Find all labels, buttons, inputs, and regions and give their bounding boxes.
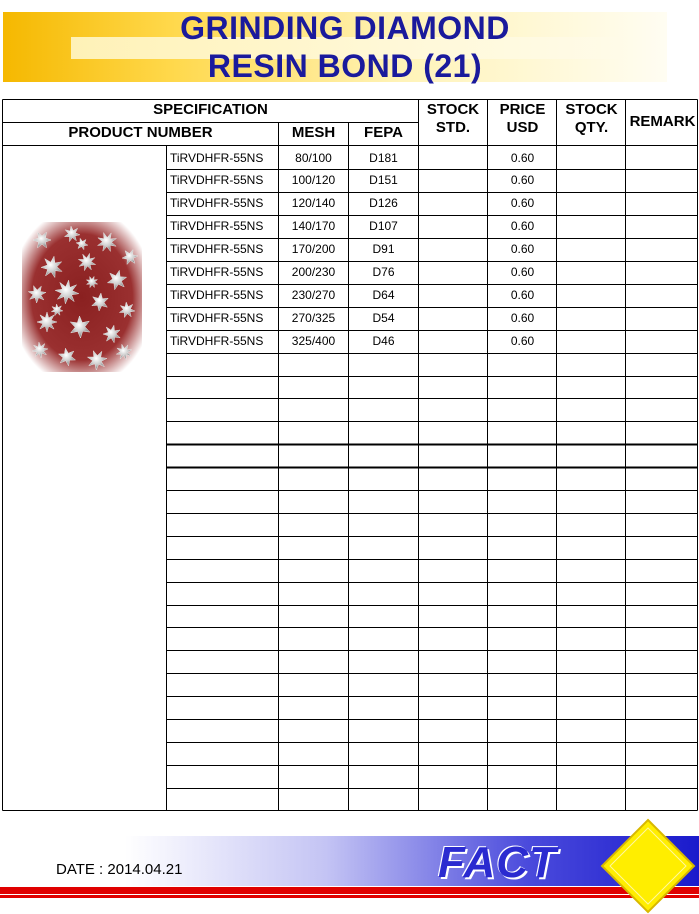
cell-price: 0.60 [510,196,535,210]
cell-fepa: D181 [369,151,398,165]
yellow-diamond-icon [600,818,696,914]
header-remark: REMARK [629,113,696,130]
header-stock-std-line2: STD. [435,119,471,136]
cell-mesh: 140/170 [291,219,336,233]
cell-mesh: 230/270 [291,288,336,302]
header-stock-std [418,101,488,137]
cell-fepa: D126 [369,196,398,210]
document-date: DATE : 2014.04.21 [56,861,183,878]
page-title-line1: GRINDING DIAMOND [180,10,510,46]
fact-logo: FACT [438,838,557,887]
cell-fepa: D64 [372,288,395,302]
cell-fepa: D46 [372,334,395,348]
header-stock-qty [557,101,626,137]
cell-price: 0.60 [510,311,535,325]
cell-fepa: D91 [372,242,395,256]
cell-product-number: TiRVDHFR-55NS [170,311,264,325]
cell-product-number: TiRVDHFR-55NS [170,288,264,302]
footer-red-line-thin [0,895,699,898]
cell-product-number: TiRVDHFR-55NS [170,196,264,210]
cell-mesh: 200/230 [291,265,336,279]
cell-price: 0.60 [510,151,535,165]
cell-mesh: 325/400 [291,334,336,348]
cell-price: 0.60 [510,242,535,256]
cell-price: 0.60 [510,265,535,279]
diamond-crystal [37,312,57,332]
header-price-line1: PRICE [499,101,546,118]
cell-fepa: D107 [369,219,398,233]
header-fepa: FEPA [364,124,403,141]
header-specification: SPECIFICATION [153,101,268,118]
cell-mesh: 80/100 [295,151,332,165]
header-stock-std-line1: STOCK [426,101,480,118]
cell-fepa: D76 [372,265,395,279]
cell-price: 0.60 [510,173,535,187]
cell-product-number: TiRVDHFR-55NS [170,242,264,256]
footer-red-line [0,887,699,894]
diamond-grit-photo [22,222,142,372]
header-stock-qty-line2: QTY. [574,119,609,136]
cell-mesh: 270/325 [291,311,336,325]
cell-mesh: 100/120 [291,173,336,187]
header-price-line2: USD [506,119,539,136]
cell-product-number: TiRVDHFR-55NS [170,173,264,187]
cell-product-number: TiRVDHFR-55NS [170,151,264,165]
cell-fepa: D54 [372,311,395,325]
header-price [488,101,557,137]
cell-product-number: TiRVDHFR-55NS [170,334,264,348]
header-mesh: MESH [291,124,336,141]
page-title-line2: RESIN BOND (21) [207,48,483,84]
cell-price: 0.60 [510,334,535,348]
cell-mesh: 170/200 [291,242,336,256]
cell-fepa: D151 [369,173,398,187]
cell-mesh: 120/140 [291,196,336,210]
header-stock-qty-line1: STOCK [565,101,618,118]
cell-price: 0.60 [510,288,535,302]
cell-price: 0.60 [510,219,535,233]
header-product-number: PRODUCT NUMBER [68,124,213,141]
cell-product-number: TiRVDHFR-55NS [170,265,264,279]
cell-product-number: TiRVDHFR-55NS [170,219,264,233]
